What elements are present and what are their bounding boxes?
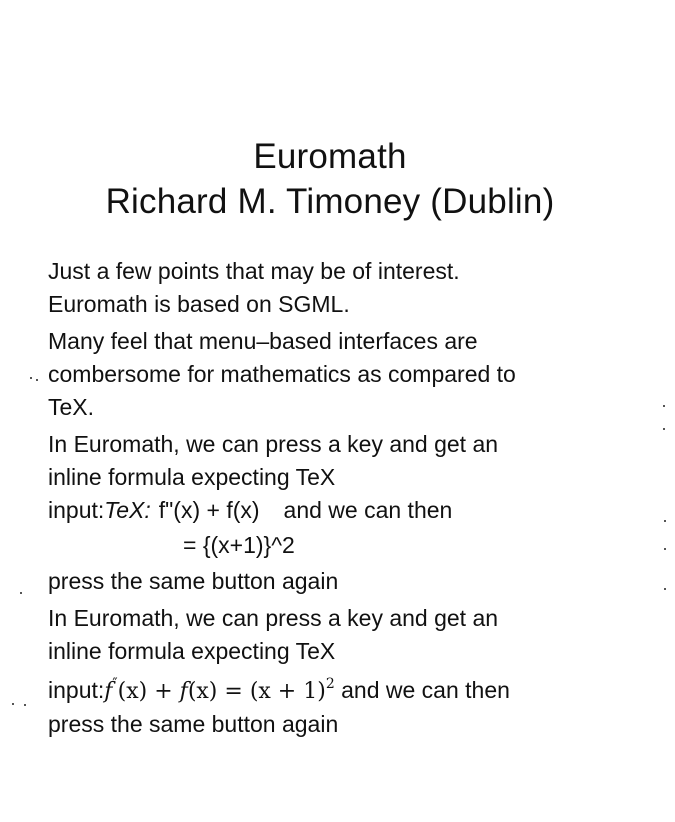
title-line-euromath: Euromath [253, 137, 407, 176]
formula-x-part: (x) + [117, 679, 180, 704]
text-line: In Euromath, we can press a key and get an [48, 605, 499, 631]
scan-speck [24, 704, 26, 706]
text-line: TeX. [48, 394, 95, 420]
formula-x-part2: (x) = [187, 679, 250, 704]
paragraph-menu-interfaces [48, 325, 648, 424]
tex-input-line [48, 494, 648, 529]
scan-speck [36, 379, 38, 381]
text-line: In Euromath, we can press a key and get an [48, 431, 499, 457]
text-line: Euromath is based on SGML. [48, 291, 350, 317]
text-tail: and we can then [283, 497, 453, 523]
text-line: inline formula expecting TeX [48, 638, 336, 664]
text-tail: and we can then [341, 677, 510, 703]
formula-f2: f [179, 679, 188, 704]
scan-speck [664, 548, 666, 550]
formula-power: 2 [325, 676, 335, 692]
input-prefix: input: [48, 677, 105, 703]
text-line: press the same button again [48, 711, 339, 737]
formula-f: f [104, 679, 113, 704]
title-line-author: Richard M. Timoney (Dublin) [105, 182, 555, 221]
scan-speck [663, 428, 665, 430]
text-line: Just a few points that may be of interest. [48, 258, 460, 284]
text-line: combersome for mathematics as compared to [48, 361, 516, 387]
tex-expression: f"(x) + f(x) [158, 497, 260, 523]
formula-input-line [48, 668, 648, 708]
tex-expression-continuation: = {(x+1)}^2 [183, 532, 295, 558]
paragraph-intro [48, 255, 648, 321]
slide-title [0, 134, 660, 224]
paragraph-tex-example [48, 428, 648, 598]
tex-label: TeX: [104, 497, 151, 523]
scan-speck [664, 588, 666, 590]
slide-body [48, 255, 648, 745]
scan-speck [12, 703, 14, 705]
text-line: Many feel that menu–based interfaces are [48, 328, 478, 354]
paragraph-formula-example [48, 602, 648, 741]
scan-speck [663, 405, 665, 407]
rendered-formula [104, 676, 335, 704]
scan-speck [664, 520, 666, 522]
scan-speck [20, 592, 22, 594]
text-line: press the same button again [48, 568, 339, 594]
scan-speck [30, 377, 32, 379]
text-line: inline formula expecting TeX [48, 464, 336, 490]
formula-prime: ″ [112, 676, 118, 692]
formula-rhs: (x + 1) [249, 679, 326, 704]
input-prefix: input: [48, 497, 105, 523]
